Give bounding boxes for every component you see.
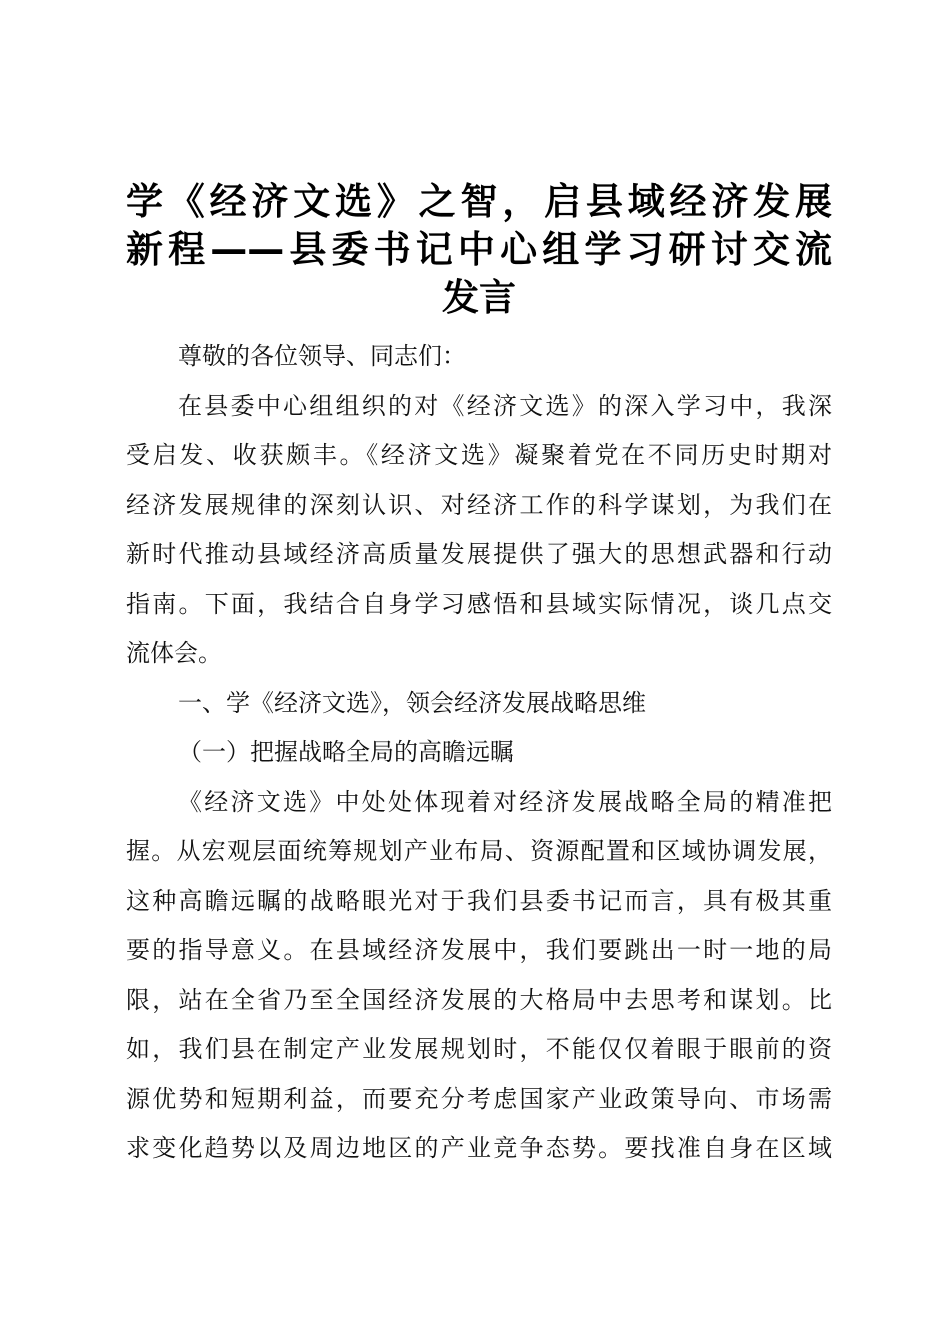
text-line: 受启发、收获颇丰。《经济文选》凝聚着党在不同历史时期对 xyxy=(126,441,832,469)
intro-paragraph xyxy=(126,382,832,679)
text-line: 如，我们县在制定产业发展规划时，不能仅仅着眼于眼前的资 xyxy=(126,1035,832,1063)
document-title xyxy=(126,178,832,322)
text-line: 流体会。 xyxy=(126,639,222,667)
salutation: 尊敬的各位领导、同志们： xyxy=(178,342,466,370)
text-line: 《经济文选》中处处体现着对经济发展战略全局的精准把 xyxy=(178,787,832,816)
title-line: 发言 xyxy=(442,276,516,319)
body-paragraph xyxy=(126,778,832,1174)
text-line: 求变化趋势以及周边地区的产业竞争态势。要找准自身在区域 xyxy=(126,1134,832,1162)
document-body xyxy=(126,332,832,1174)
subsection-heading: （一）把握战略全局的高瞻远瞩 xyxy=(178,738,514,766)
text-line: 新时代推动县域经济高质量发展提供了强大的思想武器和行动 xyxy=(126,540,832,568)
text-line: 源优势和短期利益，而要充分考虑国家产业政策导向、市场需 xyxy=(126,1084,832,1113)
text-line: 经济发展规律的深刻认识、对经济工作的科学谋划，为我们在 xyxy=(126,490,832,519)
text-line: 这种高瞻远瞩的战略眼光对于我们县委书记而言，具有极其重 xyxy=(126,886,832,915)
title-line: 新程——县委书记中心组学习研讨交流 xyxy=(126,228,832,271)
section-heading: 一、学《经济文选》，领会经济发展战略思维 xyxy=(178,688,646,717)
text-line: 握。从宏观层面统筹规划产业布局、资源配置和区域协调发展， xyxy=(126,837,832,865)
title-line: 学《经济文选》之智，启县域经济发展 xyxy=(126,180,832,223)
text-line: 指南。下面，我结合自身学习感悟和县域实际情况，谈几点交 xyxy=(126,589,832,618)
text-line: 在县委中心组组织的对《经济文选》的深入学习中，我深 xyxy=(178,391,832,420)
text-line: 限，站在全省乃至全国经济发展的大格局中去思考和谋划。比 xyxy=(126,985,832,1014)
text-line: 要的指导意义。在县域经济发展中，我们要跳出一时一地的局 xyxy=(126,936,832,964)
